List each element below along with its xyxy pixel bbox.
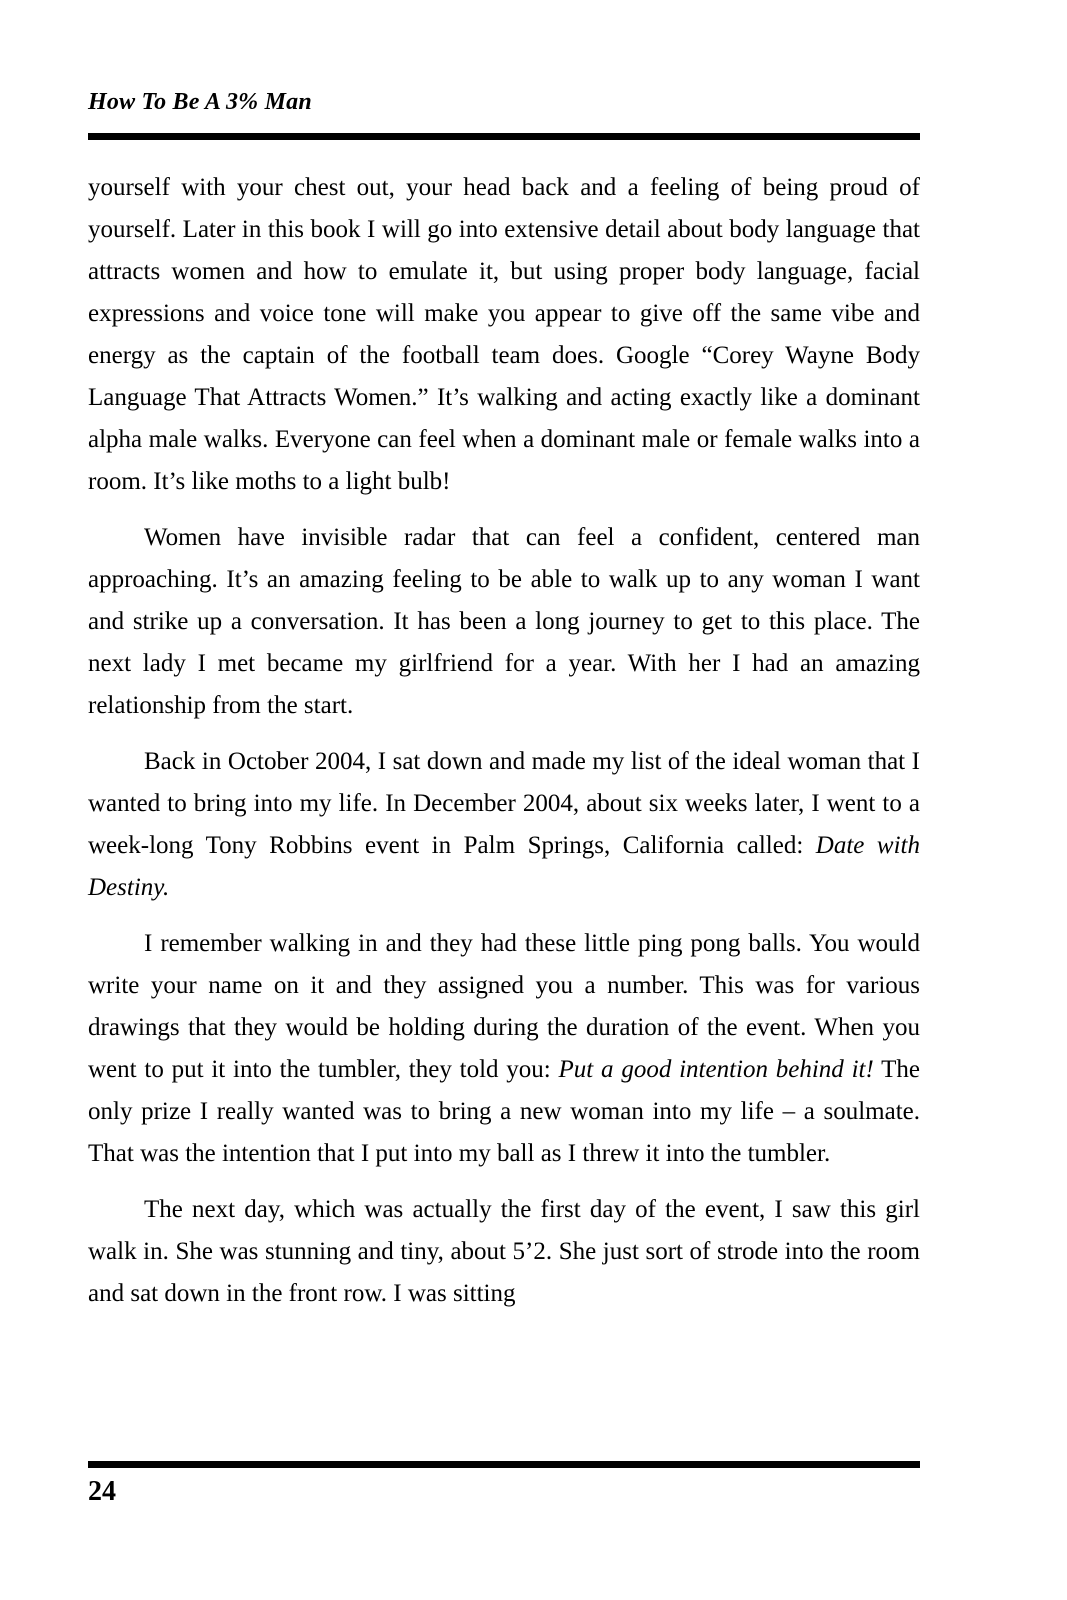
paragraph-text: Women have invisible radar that can feel a confident, centered man approaching. It’s an amazing feeling to be able to walk up to any woman I want and strike up a conversation. It has been a long journey to get to this place. The next lady I met became my girlfriend for a year. With her I had an amazing relationship from the start. bbox=[88, 523, 920, 719]
header-rule bbox=[88, 133, 920, 140]
paragraph-text: I remember walking in and they had these little ping pong balls. You would write your name on it and they assigned you a number. This was for various drawings that they would be holding during the duration of the event. When you went to put it into the tumbler, they told you: bbox=[88, 929, 920, 1083]
paragraph-text: Back in October 2004, I sat down and made my list of the ideal woman that I wanted to bring into my life. In December 2004, about six weeks later, I went to a week-long Tony Robbins event in Palm Springs, California called: bbox=[88, 747, 920, 859]
page-body bbox=[88, 167, 920, 1315]
paragraph bbox=[88, 741, 920, 909]
paragraph bbox=[88, 1189, 920, 1315]
paragraph-text: The only prize I really wanted was to bring a new woman into my life – a soulmate. That was the intention that I put into my ball as I threw it into the tumbler. bbox=[88, 1055, 921, 1167]
page-number: 24 bbox=[88, 1476, 116, 1507]
paragraph bbox=[88, 923, 920, 1175]
paragraph bbox=[88, 517, 920, 727]
page-footer bbox=[88, 1461, 920, 1508]
running-header-title: How To Be A 3% Man bbox=[88, 89, 312, 115]
paragraph bbox=[88, 167, 920, 503]
paragraph-text-italic: Date with Destiny. bbox=[88, 831, 920, 901]
paragraph-text-italic: Put a good intention behind it! bbox=[558, 1055, 874, 1083]
page-content bbox=[88, 0, 920, 1329]
footer-rule bbox=[88, 1461, 920, 1468]
paragraph-text: yourself with your chest out, your head back and a feeling of being proud of yourself. Later in this book I will go into extensive detail about body language that attracts women and how to emulate it, but using proper body language, facial expressions and voice tone will make you appear to give off the same vibe and energy as the captain of the football team does. Google “Corey Wayne Body Language That Attracts Women.” It’s walking and acting exactly like a dominant alpha male walks. Everyone can feel when a dominant male or female walks into a room. It’s like moths to a light bulb! bbox=[88, 173, 920, 495]
page-header bbox=[88, 88, 920, 140]
paragraph-text: The next day, which was actually the first day of the event, I saw this girl walk in. She was stunning and tiny, about 5’2. She just sort of strode into the room and sat down in the front row. I was sitting bbox=[88, 1195, 920, 1307]
